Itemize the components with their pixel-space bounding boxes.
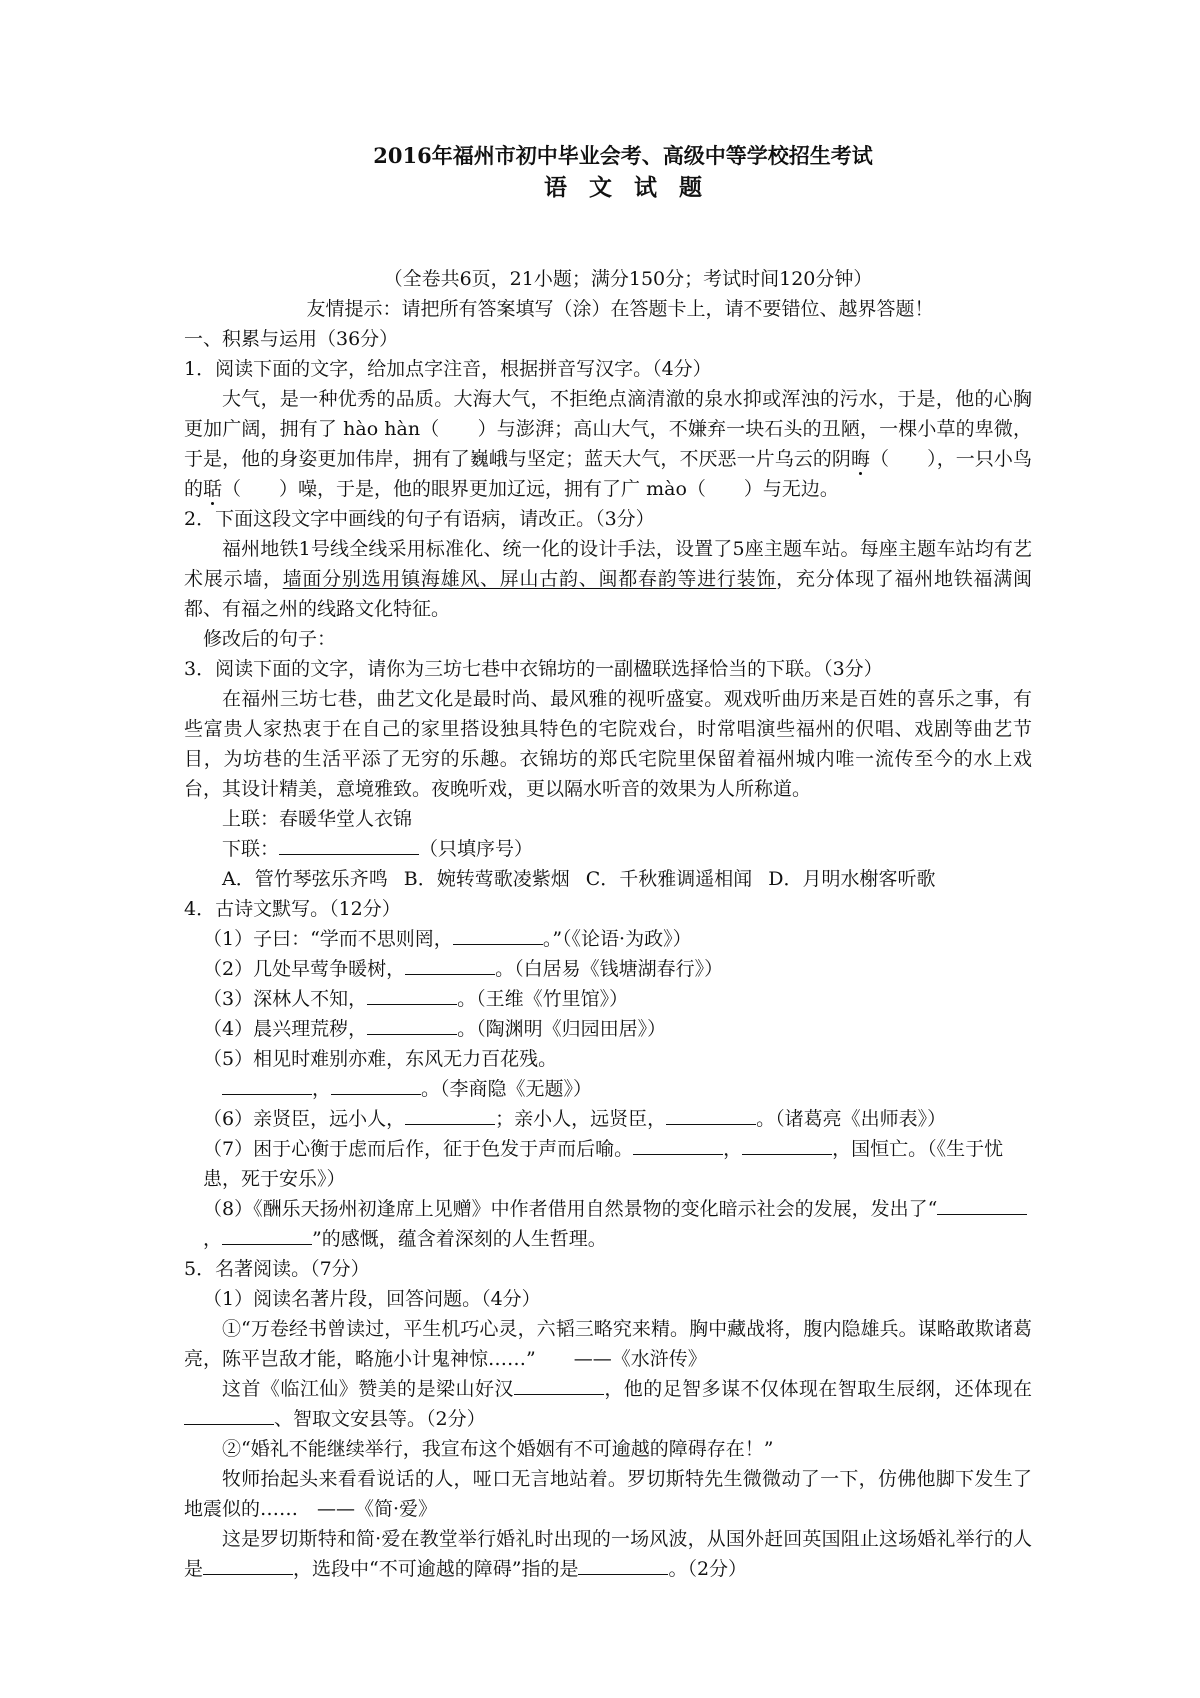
poem-item-7: （7）困于心衡于虑而后作，征于色发于声而后喻。 ， ，国恒亡。（《生于忧患，死于安乐》） (203, 1138, 1004, 1190)
excerpt-water-margin: ①“万卷经书曾读过，平生机巧心灵，六韬三略究来精。胸中藏战将，腹内隐雄兵。谋略敢欺诸葛亮，陈平岂敌才能，略施小计鬼神惊……” ——《水浒传》 (184, 1318, 1032, 1370)
option-b: B．婉转莺歌凌紫烟 (403, 868, 570, 890)
answer-blank[interactable] (184, 1406, 274, 1425)
answer-blank[interactable] (514, 1376, 604, 1395)
option-a: A．管竹琴弦乐齐鸣 (222, 868, 388, 890)
poem-item-2: （2）几处早莺争暖树， 。（白居易《钱塘湖春行》） (203, 958, 724, 980)
option-c: C．千秋雅调遥相闻 (585, 868, 753, 890)
exam-subtitle: 语文试题 (544, 174, 724, 201)
excerpt-jane-eyre: 牧师抬起头来看看说话的人，哑口无言地站着。罗切斯特先生微微动了一下，仿佛他脚下发生了地震似的…… ——《简·爱》 (184, 1468, 1032, 1520)
answer-blank[interactable] (453, 926, 543, 945)
poem-item-6: （6）亲贤臣，远小人， ；亲小人，远贤臣， 。（诸葛亮《出师表》） (203, 1108, 947, 1130)
answer-blank[interactable] (203, 1556, 293, 1575)
answer-blank[interactable] (367, 1016, 457, 1035)
dotted-char-hui: 晦 (850, 448, 871, 470)
answer-blank[interactable] (279, 836, 419, 855)
exam-page (184, 140, 1032, 1584)
excerpt-jane-eyre-quote: ②“婚礼不能继续举行，我宣布这个婚姻有不可逾越的障碍存在！” (222, 1438, 774, 1460)
answer-blank[interactable] (937, 1196, 1027, 1215)
option-d: D．月明水榭客听歌 (768, 868, 936, 890)
poem-item-5: （5）相见时难别亦难，东风无力百花残。 (203, 1048, 558, 1070)
answer-blank[interactable] (331, 1076, 421, 1095)
answer-blank[interactable] (633, 1136, 723, 1155)
upper-couplet: 上联：春暖华堂人衣锦 (222, 808, 413, 830)
question-1-stem: 1．阅读下面的文字，给加点字注音，根据拼音写汉字。（4分） (184, 358, 712, 380)
question-2-passage: 福州地铁1号线全线采用标准化、统一化的设计手法，设置了5座主题车站。每座主题车站均有艺术展示墙，墙面分别选用镇海雄风、屏山古韵、闽都春韵等进行装饰，充分体现了福州地铁福满闽都、有福之州的线路文化特征。 (184, 538, 1032, 620)
question-5-stem: 5．名著阅读。（7分） (184, 1258, 370, 1280)
friendly-tip: 友情提示：请把所有答案填写（涂）在答题卡上，请不要错位、越界答题！ (306, 298, 934, 320)
answer-blank[interactable] (405, 1106, 495, 1125)
poem-item-1: （1）子曰：“学而不思则罔， 。”（《论语·为政》） (203, 928, 692, 950)
answer-blank[interactable] (367, 986, 457, 1005)
poem-item-5-blanks: ， 。（李商隐《无题》） (184, 1074, 1032, 1104)
question-5-sub-1: （1）阅读名著片段，回答问题。（4分） (203, 1288, 541, 1310)
section-heading: 一、积累与运用（36分） (184, 328, 399, 350)
excerpt-2-question: 这是罗切斯特和简·爱在教堂举行婚礼时出现的一场风波，从国外赶回英国阻止这场婚礼举行的人是 ，选段中“不可逾越的障碍”指的是 。（2分） (184, 1528, 1032, 1580)
answer-blank[interactable] (666, 1106, 756, 1125)
excerpt-1-question: 这首《临江仙》赞美的是梁山好汉 ，他的足智多谋不仅体现在智取生辰纲，还体现在、智取文安县等。（2分） (184, 1374, 1032, 1434)
answer-blank[interactable] (222, 1226, 312, 1245)
question-1-passage: 大气，是一种优秀的品质。大海大气，不拒绝点滴清澈的泉水抑或浑浊的污水，于是，他的心胸更加广阔，拥有了 hào hàn（ ）与澎湃；高山大气，不嫌弃一块石头的丑陋，一棵小草的卑微，于是，他的身姿更加伟岸，拥有了巍峨与坚定；蓝天大气，不厌恶一片乌云的阴晦（ ），一只小鸟的聒（ ）噪，于是，他的眼界更加辽远，拥有了广 mào（ ）与无边。 (184, 388, 1032, 500)
poem-item-8: （8）《酬乐天扬州初逢席上见赠》中作者借用自然景物的变化暗示社会的发展，发出了“， ”的感慨，蕴含着深刻的人生哲理。 (184, 1194, 1032, 1254)
underlined-sentence: 墙面分别选用镇海雄风、屏山古韵、闽都春韵等进行装饰 (282, 568, 777, 590)
answer-label: 修改后的句子： (203, 628, 337, 650)
poem-item-4: （4）晨兴理荒秽， 。（陶渊明《归园田居》） (203, 1018, 667, 1040)
answer-blank[interactable] (742, 1136, 832, 1155)
exam-title: 2016年福州市初中毕业会考、高级中等学校招生考试 (373, 143, 873, 168)
answer-blank[interactable] (405, 956, 495, 975)
exam-info: （全卷共6页，21小题；满分150分；考试时间120分钟） (383, 268, 873, 290)
dotted-char-guo: 聒 (203, 478, 223, 500)
couplet-options (184, 864, 1032, 894)
lower-couplet: 下联： （只填序号） (222, 838, 534, 860)
answer-blank[interactable] (222, 1076, 312, 1095)
question-3-passage: 在福州三坊七巷，曲艺文化是最时尚、最风雅的视听盛宴。观戏听曲历来是百姓的喜乐之事，有些富贵人家热衷于在自己的家里搭设独具特色的宅院戏台，时常唱演些福州的伬唱、戏剧等曲艺节目，为坊巷的生活平添了无穷的乐趣。衣锦坊的郑氏宅院里保留着福州城内唯一流传至今的水上戏台，其设计精美，意境雅致。夜晚听戏，更以隔水听音的效果为人所称道。 (184, 688, 1032, 800)
question-2-stem: 2．下面这段文字中画线的句子有语病，请改正。（3分） (184, 508, 655, 530)
question-3-stem: 3．阅读下面的文字，请你为三坊七巷中衣锦坊的一副楹联选择恰当的下联。（3分） (184, 658, 883, 680)
pinyin-haohan: hào hàn (343, 418, 421, 440)
answer-blank[interactable] (578, 1556, 668, 1575)
poem-item-3: （3）深林人不知， 。（王维《竹里馆》） (203, 988, 629, 1010)
question-4-stem: 4．古诗文默写。（12分） (184, 898, 401, 920)
pinyin-mao: mào (646, 478, 687, 500)
